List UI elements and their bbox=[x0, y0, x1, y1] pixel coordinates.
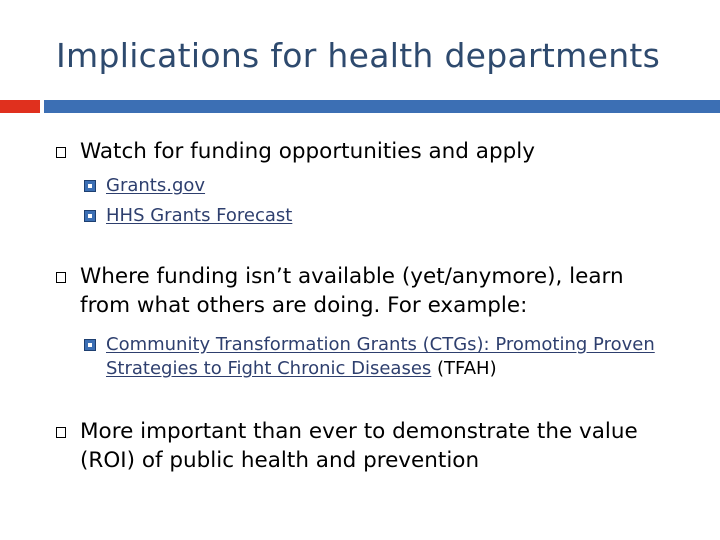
bullet-watch-funding: Watch for funding opportunities and apply bbox=[80, 139, 535, 164]
sub-bullet-ctg-example bbox=[106, 333, 666, 381]
sub-bullet-hhs-forecast bbox=[106, 204, 666, 228]
grants-gov-link[interactable]: Grants.gov bbox=[106, 175, 206, 196]
filled-square-bullet-icon bbox=[84, 210, 96, 222]
slide-title: Implications for health departments bbox=[56, 36, 661, 75]
bullet-demonstrate-value: More important than ever to demonstrate the value (ROI) of public health and prevention bbox=[80, 419, 638, 473]
title-rule-red-segment bbox=[0, 100, 40, 113]
filled-square-bullet-icon bbox=[84, 180, 96, 192]
ctg-source-label: (TFAH) bbox=[431, 358, 497, 379]
ctg-report-link[interactable]: Community Transformation Grants (CTGs): Promoting Proven Strategies to Fight Chronic Diseases bbox=[106, 334, 655, 379]
filled-square-bullet-icon bbox=[84, 339, 96, 351]
hollow-square-bullet-icon bbox=[56, 427, 66, 438]
hhs-grants-forecast-link[interactable]: HHS Grants Forecast bbox=[106, 205, 293, 226]
bullet-where-funding: Where funding isn’t available (yet/anymore), learn from what others are doing. For example: bbox=[80, 264, 624, 318]
sub-bullet-grants-gov bbox=[106, 174, 666, 198]
hollow-square-bullet-icon bbox=[56, 147, 66, 158]
title-rule-blue-segment bbox=[44, 100, 720, 113]
hollow-square-bullet-icon bbox=[56, 272, 66, 283]
